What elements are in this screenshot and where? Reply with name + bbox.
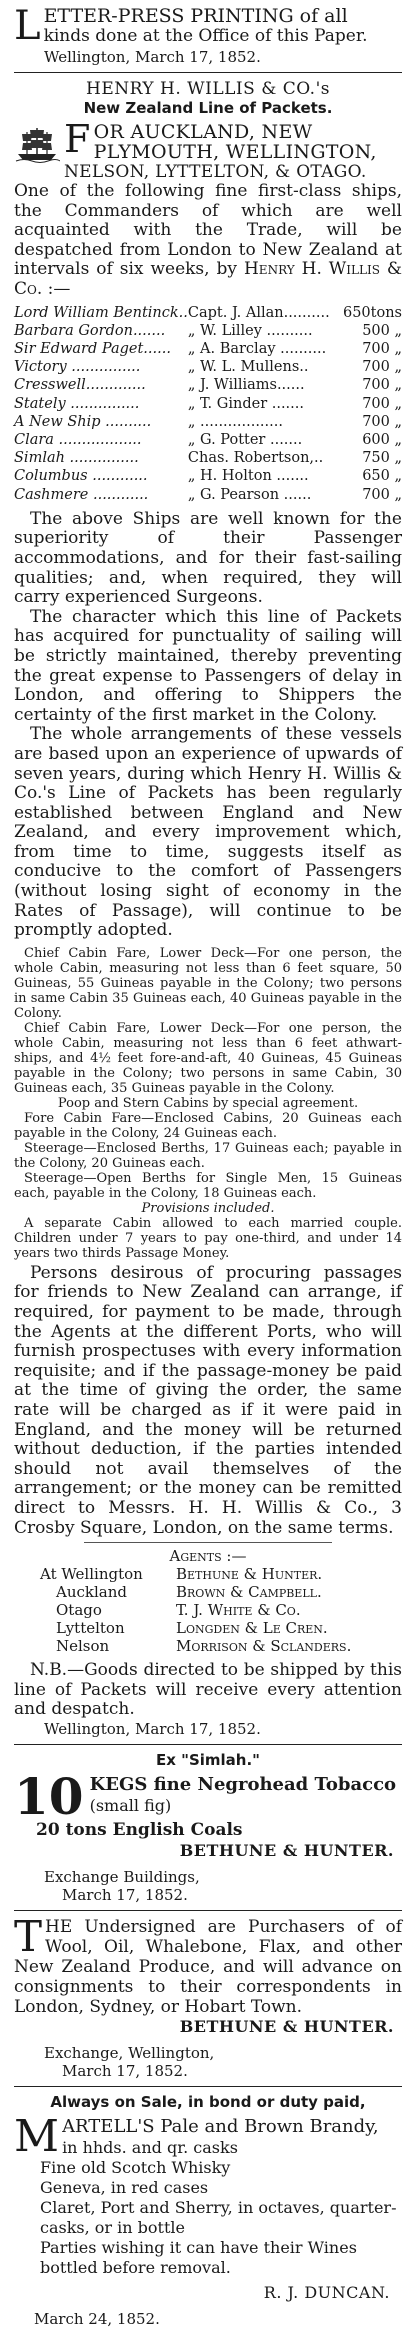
ship-tonnage: 750 „ (362, 450, 402, 467)
ship-captain: „ W. L. Mullens.. (187, 359, 309, 376)
ship-tonnage: 700 „ (362, 413, 402, 430)
agent-row (40, 1565, 351, 1583)
simlah-firm: BETHUNE & HUNTER. (179, 1840, 394, 1860)
simlah-advert (14, 1751, 402, 1904)
martell-line4: Geneva, in red cases (40, 2177, 209, 2197)
agents-heading: Agents :— (169, 1547, 247, 1566)
simlah-heading: Ex "Simlah." (156, 1750, 260, 1769)
martell-advert (14, 2093, 402, 2328)
fare-steerage-enclosed: Steerage—Enclosed Berths, 17 Guineas each; payable in the Colony, 20 Guineas each. (14, 1140, 402, 1171)
purchasers-text: HE Undersigned are Purchasers of of Wool, Oil, Whalebone, Flax, and other New Zealand Produce, and will advance on consignments to their correspondents in London, Sydney, or Hobart Town. (14, 1916, 402, 2017)
willis-nb: N.B.—Goods directed to be shipped by this line of Packets will receive every attention and despatch. (14, 1660, 402, 1720)
ship-tonnage: 700 „ (362, 395, 402, 412)
purchasers-place: Exchange, Wellington, (44, 2043, 215, 2062)
martell-line5: Claret, Port and Sherry, in octaves, quarter-casks, or in bottle (40, 2197, 397, 2237)
divider (14, 72, 402, 73)
purchasers-date: March 17, 1852. (62, 2061, 188, 2080)
sailing-ship-icon (14, 124, 60, 168)
purchasers-firm: BETHUNE & HUNTER. (179, 2016, 394, 2036)
ship-captain: „ T. Ginder ....... (187, 395, 304, 412)
letterpress-dropcap: L (14, 3, 41, 49)
fare-children-note: A separate Cabin allowed to each married couple. Children under 7 years to pay one-third, and under 14 years two thirds Passage Money. (14, 1215, 402, 1261)
purchasers-dropcap: T (14, 1911, 43, 1961)
willis-intro-text: One of the following fine first-class ships, the Commanders of which are well acquainted with the Trade, will be despatched from London to New Zealand at intervals of six weeks, by (14, 181, 402, 280)
ship-captain: „ W. Lilley .......... (187, 322, 313, 339)
ship-captain: Capt. J. Allan.......... (187, 304, 330, 321)
ship-name: Cashmere ............ (14, 486, 149, 503)
willis-advert (14, 79, 402, 1738)
ship-row (14, 304, 402, 322)
divider (14, 1910, 402, 1911)
ship-name: Lord William Bentinck.. (14, 304, 188, 321)
ship-row (14, 413, 402, 431)
fare-chief-cabin-1: Chief Cabin Fare, Lower Deck—For one person, the whole Cabin, measuring not less than 6 feet square, 50 Guineas, 55 Guineas payable in the Colony; two persons in same Cabin 35 Guineas each, 40 Guineas payable in the Colony. (14, 945, 402, 1021)
agent-place: Lyttelton (56, 1619, 125, 1638)
letterpress-advert (14, 3, 402, 66)
ship-captain: „ G. Pearson ...... (187, 486, 312, 503)
divider (14, 1744, 402, 1745)
simlah-place: Exchange Buildings, (44, 1867, 200, 1886)
ship-name: Barbara Gordon....... (14, 322, 166, 339)
ship-row (14, 431, 402, 449)
martell-dropcap: M (14, 2110, 60, 2162)
ship-name: Stately ............... (14, 395, 140, 412)
ship-name: Clara .................. (14, 431, 142, 448)
ship-name: Victory ............... (14, 359, 141, 376)
willis-intro-signature: Henry H. Willis & Co. :— (14, 259, 403, 299)
ship-tonnage: 700 „ (362, 377, 402, 394)
agent-name: Morrison & Sclanders. (176, 1637, 352, 1656)
willis-para3: The whole arrangements of these vessels are based upon an experience of upwards of seven years, during which Henry H. Willis & Co.'s Line of Packets has been regularly established between England and New Zealand, and every improvement which, from time to time, suggests itself as conducive to the comfort of Passengers (without losing sight of economy in the Rates of Passage), will continue to be promptly adopted. (14, 724, 402, 941)
ship-row (14, 358, 402, 376)
simlah-line2: (small fig) (89, 1795, 172, 1815)
ship-tonnage: 650 „ (362, 468, 402, 485)
ship-captain: „ G. Potter ....... (187, 431, 303, 448)
simlah-line1: KEGS fine Negrohead Tobacco (89, 1773, 397, 1795)
willis-subheading: New Zealand Line of Packets. (83, 99, 333, 117)
ship-captain: „ .................. (187, 413, 283, 430)
ship-name: Simlah ............... (14, 450, 139, 467)
ship-captain: Chas. Robertson,.. (187, 450, 324, 467)
willis-title-dropcap: F (64, 117, 91, 161)
martell-line2: in hhds. and qr. casks (62, 2137, 238, 2157)
agent-name: Brown & Campbell. (176, 1583, 322, 1602)
martell-line1: ARTELL'S Pale and Brown Brandy, (62, 2115, 379, 2137)
fare-provisions: Provisions included. (141, 1200, 275, 1216)
ship-row (14, 395, 402, 413)
ship-row (14, 486, 402, 504)
martell-line3: Fine old Scotch Whisky (40, 2157, 231, 2177)
ship-captain: „ J. Williams...... (187, 377, 305, 394)
willis-para1: The above Ships are well known for the superiority of their Passenger accommodations, and for their fast-sailing qualities; and, when required, they will carry experienced Surgeons. (14, 508, 402, 608)
agent-name: Bethune & Hunter. (176, 1565, 323, 1584)
agents-table (40, 1565, 351, 1655)
ship-captain: „ A. Barclay .......... (187, 340, 327, 357)
ship-tonnage: 700 „ (362, 340, 402, 357)
ship-name: A New Ship .......... (14, 413, 152, 430)
letterpress-line2: kinds done at the Office of this Paper. (43, 26, 368, 46)
letterpress-date: Wellington, March 17, 1852. (44, 48, 261, 66)
willis-para2: The character which this line of Packets has acquired for punctuality of sailing will be strictly maintained, thereby preventing the great expense to Passengers of delay in London, and offering to Shippers the certainty of the first market in the Colony. (14, 606, 402, 725)
ship-tonnage: 500 „ (362, 322, 402, 339)
willis-title-line1: OR AUCKLAND, NEW (93, 121, 313, 143)
ship-row (14, 322, 402, 340)
agent-name: T. J. White & Co. (176, 1601, 301, 1620)
agent-row (40, 1637, 351, 1655)
ship-row (14, 449, 402, 467)
ship-captain: „ H. Holton ....... (187, 468, 309, 485)
willis-heading: HENRY H. WILLIS & CO.'s (86, 79, 330, 99)
ship-tonnage: 650tons (342, 304, 402, 321)
ship-tonnage: 600 „ (362, 431, 402, 448)
willis-title-line3: NELSON, LYTTELTON, & OTAGO. (64, 162, 367, 182)
willis-intro (14, 182, 402, 300)
agent-name: Longden & Le Cren. (176, 1619, 328, 1638)
simlah-line3: 20 tons English Coals (36, 1819, 243, 1840)
agent-row (40, 1583, 351, 1601)
agent-row (40, 1619, 351, 1637)
ship-name: Sir Edward Paget...... (14, 340, 171, 357)
simlah-date: March 17, 1852. (62, 1885, 188, 1904)
agent-row (40, 1601, 351, 1619)
agent-place: Auckland (56, 1583, 127, 1602)
agent-place: Nelson (56, 1637, 110, 1656)
agent-place: Otago (56, 1601, 102, 1620)
fare-steerage-open: Steerage—Open Berths for Single Men, 15 Guineas each, payable in the Colony, 18 Guineas each. (14, 1170, 402, 1201)
agent-place: At Wellington (40, 1565, 143, 1584)
ship-list (14, 304, 402, 504)
purchasers-advert (14, 1911, 402, 2080)
willis-title-line2: PLYMOUTH, WELLINGTON, (93, 141, 377, 163)
ship-row (14, 340, 402, 358)
ship-row (14, 376, 402, 394)
ship-tonnage: 700 „ (362, 486, 402, 503)
divider (84, 1542, 332, 1543)
fare-fore-cabin: Fore Cabin Fare—Enclosed Cabins, 20 Guineas each payable in the Colony, 24 Guineas each. (14, 1110, 402, 1141)
simlah-big-number: 10 (14, 1766, 84, 1826)
ship-name: Columbus ............ (14, 468, 148, 485)
letterpress-line1: ETTER-PRESS PRINTING of all (43, 5, 348, 27)
fares-list (14, 946, 402, 1261)
ship-row (14, 467, 402, 485)
divider (14, 2086, 402, 2087)
ship-name: Cresswell............. (14, 377, 146, 394)
martell-signature: R. J. DUNCAN. (263, 2282, 390, 2302)
martell-date: March 24, 1852. (34, 2309, 160, 2328)
ship-tonnage: 700 „ (362, 359, 402, 376)
willis-para4: Persons desirous of procuring passages for friends to New Zealand can arrange, if required, for payment to be made, through the Agents at the different Ports, who will furnish prospectuses with every information requisite; and if the passage-money be paid at the time of giving the order, the same rate will be charged as if it were paid in England, and the money will be returned without deduction, if the parties intended should not avail themselves of the arrangement; or the money can be remitted direct to Messrs. H. H. Willis & Co., 3 Crosby Square, London, on the same terms. (14, 1262, 402, 1538)
fare-poop-stern: Poop and Stern Cabins by special agreement. (57, 1095, 359, 1111)
fare-chief-cabin-2: Chief Cabin Fare, Lower Deck—For one person, the whole Cabin, measuring not less than 6 feet athwart-ships, and 4½ feet fore-and-aft, 40 Guineas, 45 Guineas payable in the Colony; two persons in same Cabin, 30 Guineas each, 35 Guineas payable in the Colony. (14, 1020, 402, 1096)
willis-date: Wellington, March 17, 1852. (44, 1719, 261, 1738)
martell-line6: Parties wishing it can have their Wines bottled before removal. (40, 2237, 357, 2277)
martell-heading: Always on Sale, in bond or duty paid, (50, 2092, 366, 2111)
